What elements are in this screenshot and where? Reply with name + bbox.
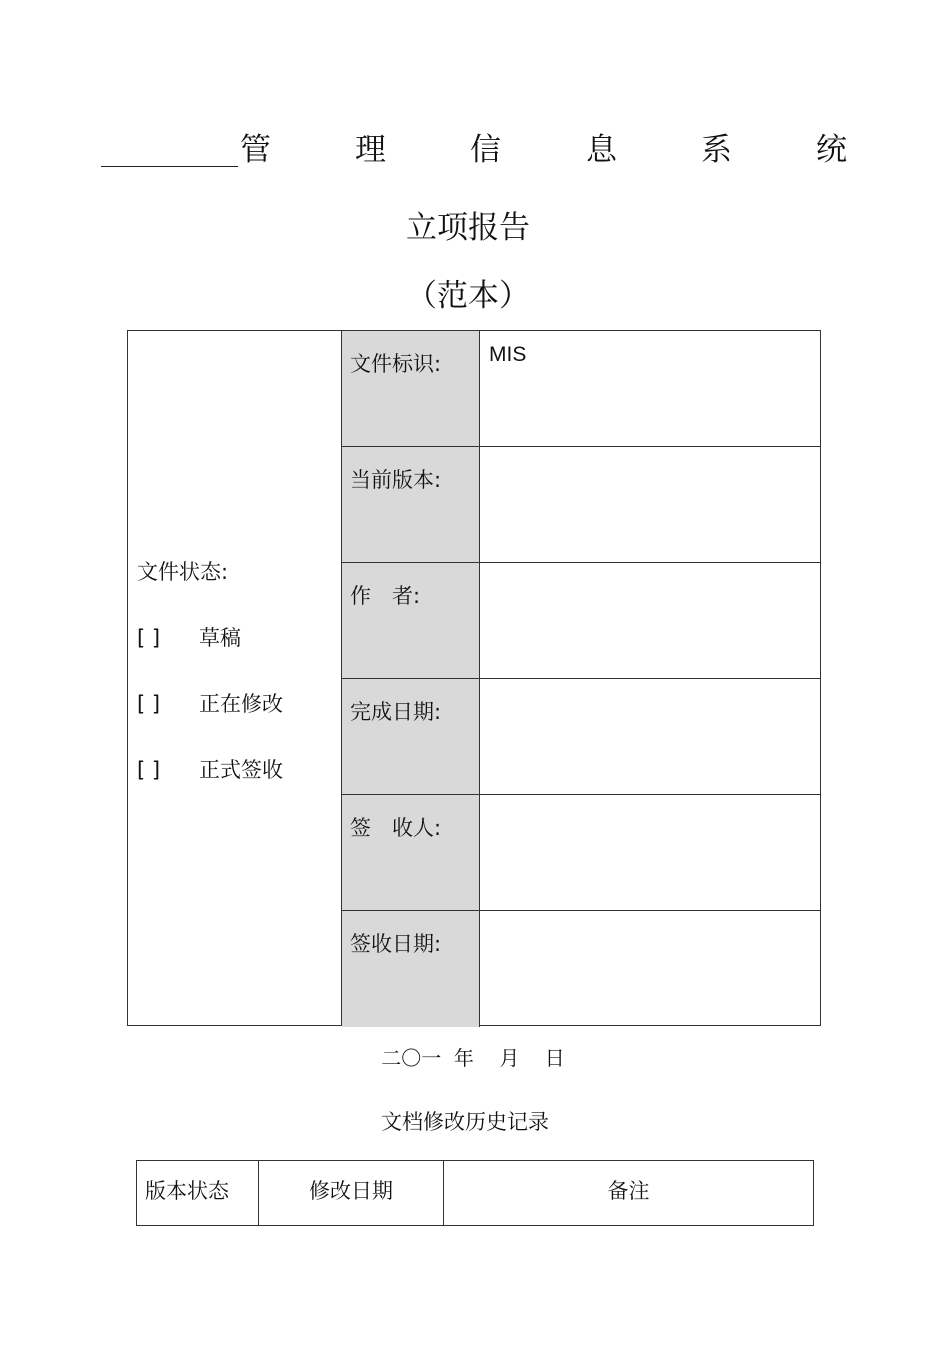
field-value[interactable] bbox=[480, 911, 820, 1027]
status-option-draft[interactable] bbox=[137, 623, 283, 689]
document-info-table bbox=[127, 330, 821, 1026]
history-header-notes: 备注 bbox=[607, 1179, 650, 1203]
title-char: 系 bbox=[701, 132, 732, 168]
title-char: 管 bbox=[240, 132, 271, 168]
status-option-label: 草稿 bbox=[199, 626, 241, 650]
status-label: 文件状态: bbox=[137, 560, 229, 584]
status-option-editing[interactable] bbox=[137, 689, 283, 755]
field-value[interactable] bbox=[480, 679, 820, 794]
title-blank-line bbox=[101, 166, 238, 167]
history-header-version: 版本状态 bbox=[137, 1161, 259, 1225]
title-char: 理 bbox=[355, 132, 386, 168]
field-row-receipt-date bbox=[342, 911, 820, 1027]
field-row-version bbox=[342, 447, 820, 563]
field-label: 当前版本: bbox=[342, 447, 480, 562]
status-column bbox=[128, 331, 342, 1025]
field-label: 签 收人: bbox=[342, 795, 480, 910]
checkbox[interactable]: [ ] bbox=[137, 626, 161, 650]
field-label: 文件标识: bbox=[342, 331, 480, 446]
field-label: 签收日期: bbox=[342, 911, 480, 1027]
checkbox[interactable]: [ ] bbox=[137, 692, 161, 716]
report-title: 立项报告 bbox=[406, 210, 530, 246]
field-label: 完成日期: bbox=[342, 679, 480, 794]
field-row-completion-date bbox=[342, 679, 820, 795]
template-note: （范本） bbox=[406, 278, 530, 314]
field-row-author bbox=[342, 563, 820, 679]
checkbox[interactable]: [ ] bbox=[137, 758, 161, 782]
field-label: 作 者: bbox=[342, 563, 480, 678]
field-value[interactable] bbox=[480, 447, 820, 562]
title-char: 信 bbox=[470, 132, 501, 168]
status-option-label: 正在修改 bbox=[199, 692, 283, 716]
status-block bbox=[137, 557, 283, 821]
field-row-receiver bbox=[342, 795, 820, 911]
field-row-doc-id bbox=[342, 331, 820, 447]
history-title: 文档修改历史记录 bbox=[381, 1110, 549, 1134]
status-option-signed[interactable] bbox=[137, 755, 283, 821]
history-header-date: 修改日期 bbox=[259, 1161, 444, 1225]
field-value[interactable] bbox=[480, 795, 820, 910]
title-char: 息 bbox=[586, 132, 617, 168]
date-line: 二〇一 年 月 日 bbox=[381, 1046, 565, 1070]
field-value[interactable]: MIS bbox=[489, 343, 527, 366]
history-table bbox=[136, 1160, 814, 1226]
status-option-label: 正式签收 bbox=[199, 758, 283, 782]
title-char: 统 bbox=[816, 132, 847, 168]
field-value[interactable] bbox=[480, 563, 820, 678]
